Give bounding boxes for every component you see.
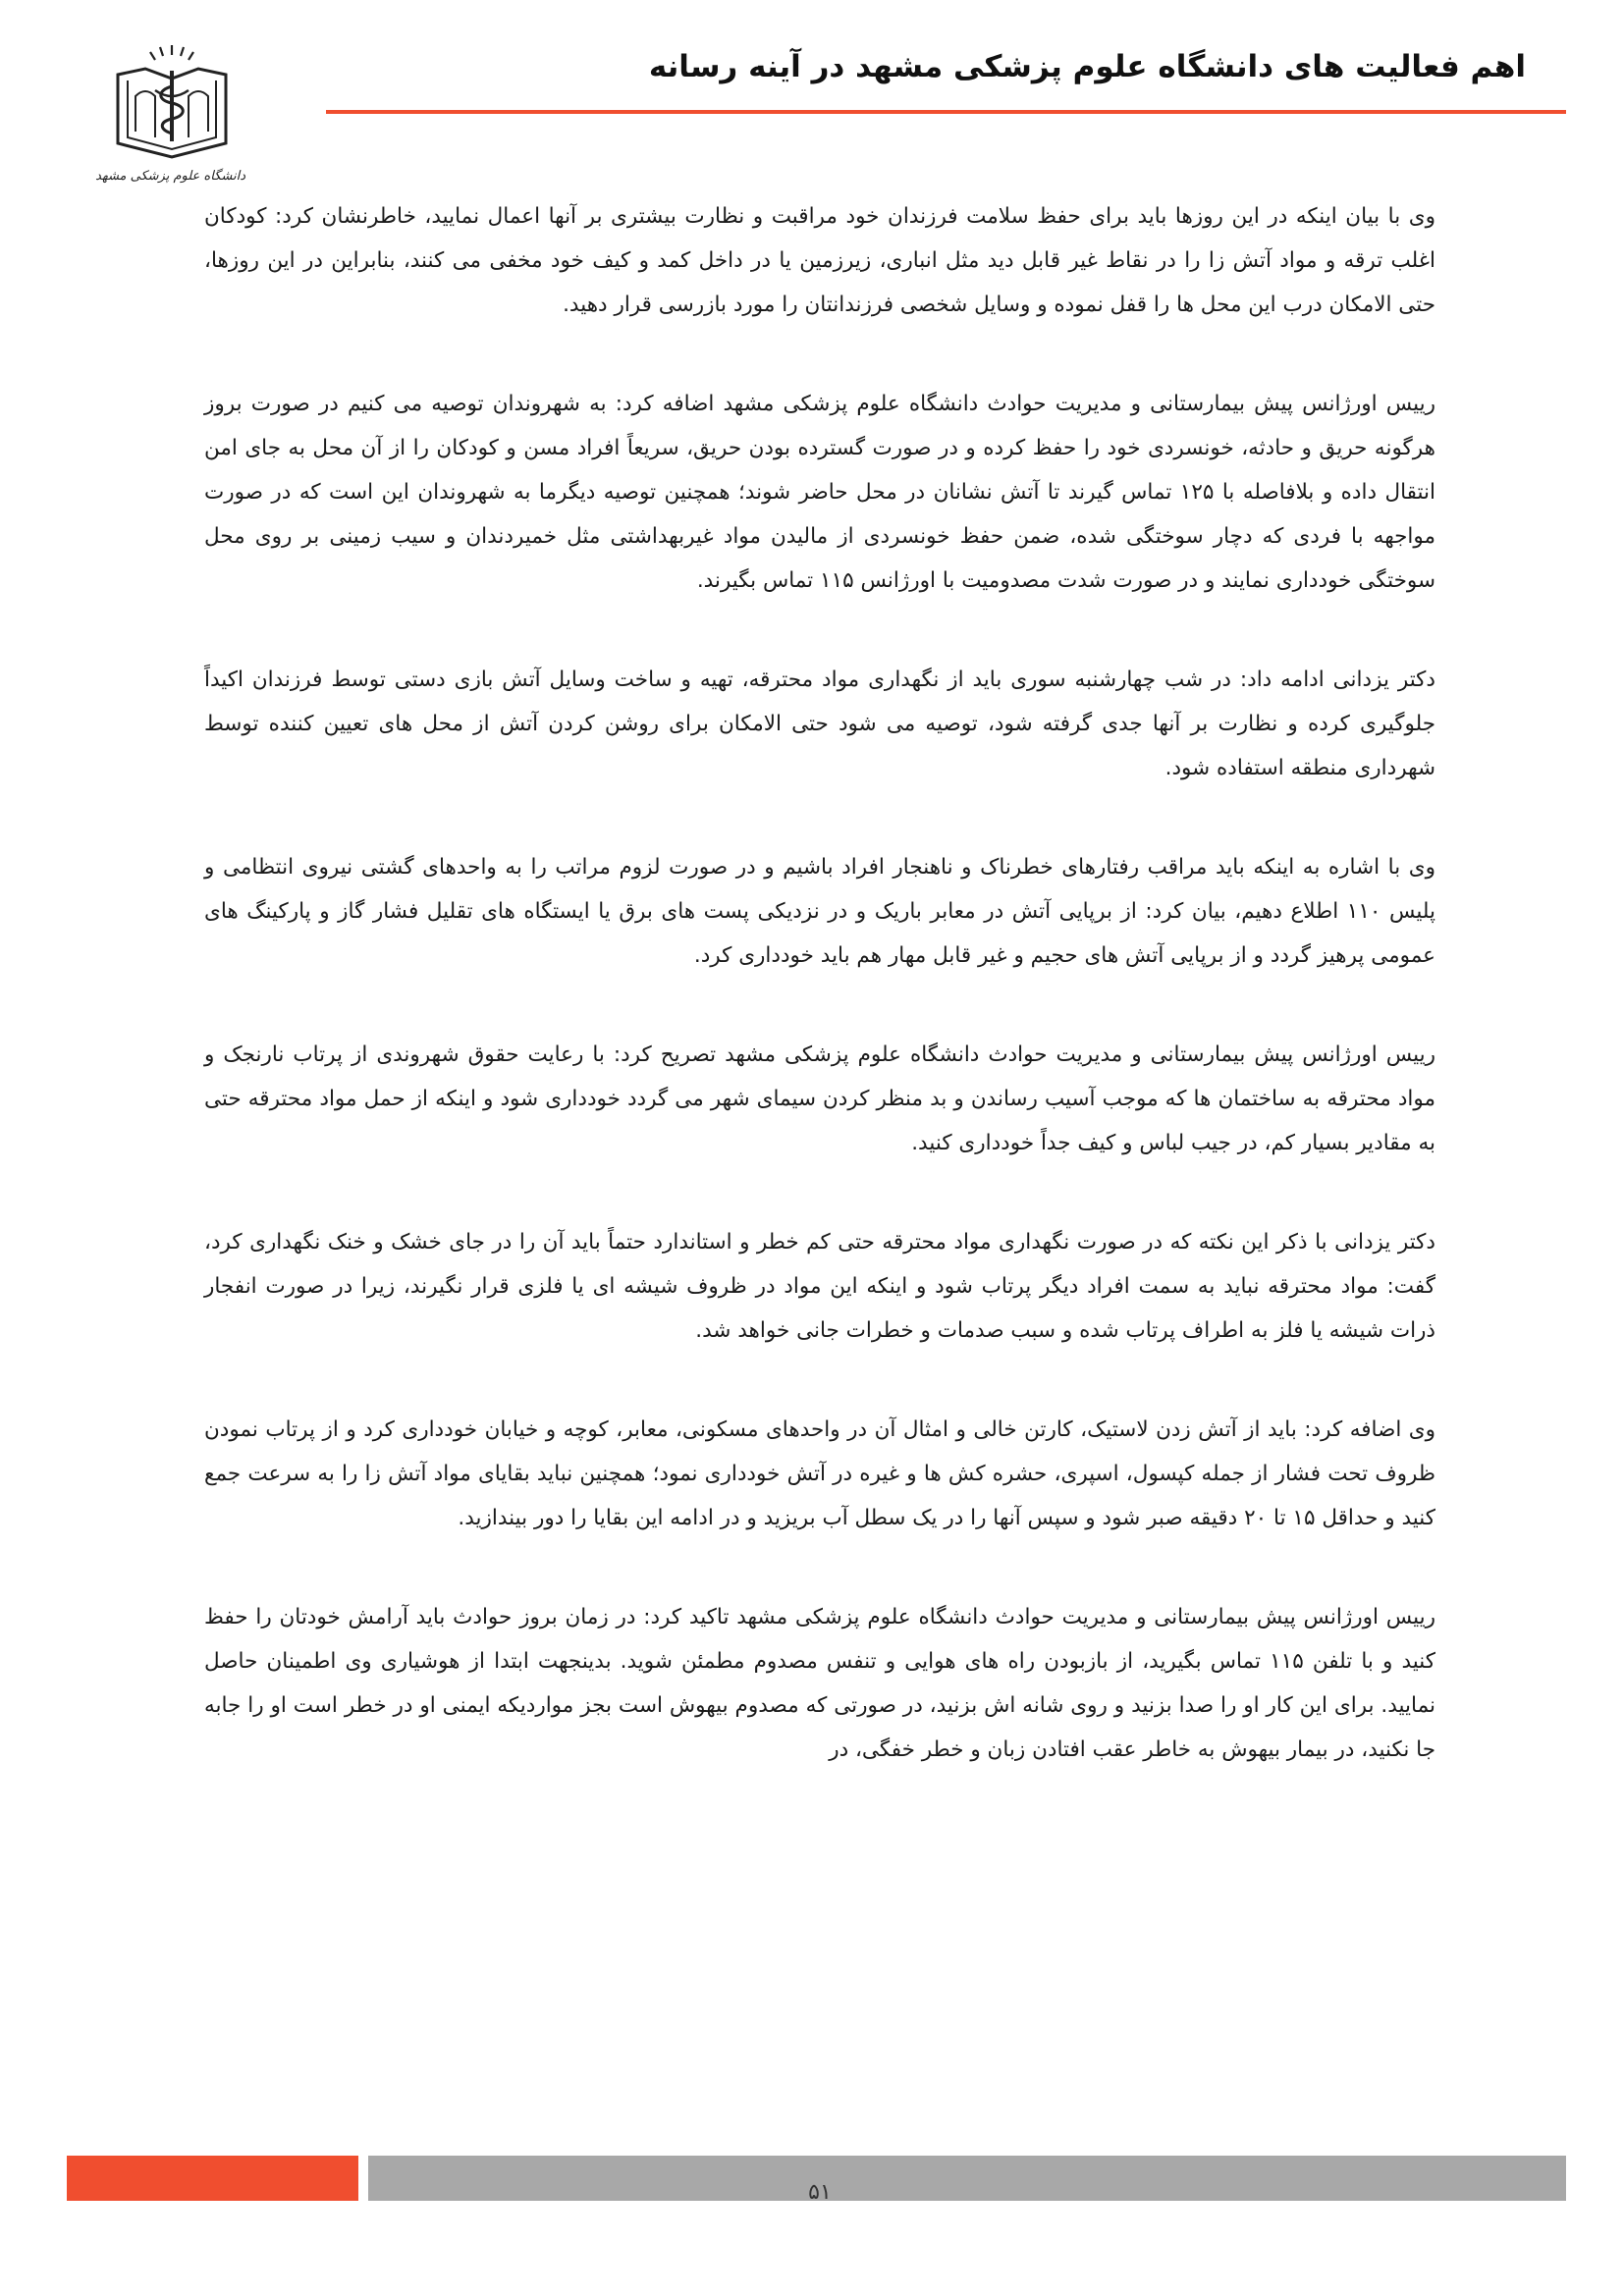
page-header-title: اهم فعالیت های دانشگاه علوم پزشکی مشهد در آینه رسانه [648, 49, 1526, 84]
footer-accent-bar [67, 2156, 358, 2201]
paragraph: رییس اورژانس پیش بیمارستانی و مدیریت حوادث دانشگاه علوم پزشکی مشهد اضافه کرد: به شهروندان توصیه می کنیم در صورت بروز هرگونه حریق و حادثه، خونسردی خود را حفظ کرده و در صورت گسترده بودن حریق، سریعاً افراد مسن و کودکان را از آن محل به جای امن انتقال داده و بلافاصله با ۱۲۵ تماس گیرند تا آتش نشانان در محل حاضر شوند؛ همچنین توصیه دیگرما به شهروندان این است که در صورت مواجهه با فردی که دچار سوختگی شده، ضمن حفظ خونسردی از مالیدن مواد غیربهداشتی مثل خمیردندان و سیب زمینی بر روی محل سوختگی خودداری نمایند و در صورت شدت مصدومیت با اورژانس ۱۱۵ تماس بگیرند. [204, 392, 1435, 593]
header-divider [326, 110, 1566, 114]
paragraph: دکتر یزدانی با ذکر این نکته که در صورت نگهداری مواد محترقه حتی کم خطر و استاندارد حتماً باید آن را در جای خشک و خنک نگهداری کرد، گفت: مواد محترقه نباید به سمت افراد دیگر پرتاب شود و اینکه این مواد در ظروف شیشه ای یا فلزی قرار نگیرند، زیرا در صورت انفجار ذرات شیشه یا فلز به اطراف پرتاب شده و سبب صدمات و خطرات جانی خواهد شد. [204, 1230, 1435, 1343]
paragraph: دکتر یزدانی ادامه داد: در شب چهارشنبه سوری باید از نگهداری مواد محترقه، تهیه و ساخت وسایل آتش بازی دستی توسط فرزندان اکیداً جلوگیری کرده و نظارت بر آنها جدی گرفته شود، توصیه می شود حتی الامکان برای روشن کردن آتش از محل های تعیین کننده توسط شهرداری منطقه استفاده شود. [204, 667, 1435, 780]
paragraph: رییس اورژانس پیش بیمارستانی و مدیریت حوادث دانشگاه علوم پزشکی مشهد تصریح کرد: با رعایت حقوق شهروندی از پرتاب نارنجک و مواد محترقه به ساختمان ها که موجب آسیب رساندن و بد منظر کردن سیمای شهر می گردد خودداری شود و اینکه از حمل مواد محترقه حتی به مقادیر بسیار کم، در جیب لباس و کیف جداً خودداری کنید. [204, 1042, 1435, 1155]
paragraph: وی با بیان اینکه در این روزها باید برای حفظ سلامت فرزندان خود مراقبت و نظارت بیشتری بر آنها اعمال نمایید، خاطرنشان کرد: کودکان اغلب ترقه و مواد آتش زا را در نقاط غیر قابل دید مثل انباری، زیرزمین یا در داخل کمد و کیف خود مخفی می کنند، بنابراین در این روزها، حتی الامکان درب این محل ها را قفل نموده و وسایل شخصی فرزندانتان را مورد بازرسی قرار دهید. [204, 204, 1435, 317]
paragraph: وی اضافه کرد: باید از آتش زدن لاستیک، کارتن خالی و امثال آن در واحدهای مسکونی، معابر، کوچه و خیابان خودداری کرد و از پرتاب نمودن ظروف تحت فشار از جمله کپسول، اسپری، حشره کش ها و غیره در آتش خودداری نمود؛ همچنین نباید بقایای مواد آتش زا را به سرعت جمع کنید و حداقل ۱۵ تا ۲۰ دقیقه صبر شود و سپس آنها را در یک سطل آب بریزید و در ادامه این بقایا را دور بیندازید. [204, 1417, 1435, 1530]
footer-bar [368, 2156, 1566, 2201]
paragraph: وی با اشاره به اینکه باید مراقب رفتارهای خطرناک و ناهنجار افراد باشیم و در صورت لزوم مراتب را به واحدهای گشتی نیروی انتظامی و پلیس ۱۱۰ اطلاع دهیم، بیان کرد: از برپایی آتش در معابر باریک و در نزدیکی پست های برق یا ایستگاه های تقلیل فشار گاز و پارکینگ های عمومی پرهیز گردد و از برپایی آتش های حجیم و غیر قابل مهار هم باید خودداری کرد. [204, 855, 1435, 968]
university-logo [95, 41, 245, 184]
university-emblem-icon [98, 41, 245, 167]
logo-caption: دانشگاه علوم پزشکی مشهد [95, 169, 245, 184]
page-number: ۵۱ [808, 2180, 832, 2205]
paragraph: رییس اورژانس پیش بیمارستانی و مدیریت حوادث دانشگاه علوم پزشکی مشهد تاکید کرد: در زمان بروز حوادث باید آرامش خودتان را حفظ کنید و با تلفن ۱۱۵ تماس بگیرید، از بازبودن راه های هوایی و تنفس مصدوم مطمئن شوید. بدینجهت ابتدا از هوشیاری وی اطمینان حاصل نمایید. برای این کار او را صدا بزنید و روی شانه اش بزنید، در صورتی که مصدوم بیهوش است بجز مواردیکه ایمنی او در خطر است او را جابه جا نکنید، در بیمار بیهوش به خاطر عقب افتادن زبان و خطر خفگی، در [204, 1605, 1435, 1762]
article-body [204, 194, 1435, 1827]
